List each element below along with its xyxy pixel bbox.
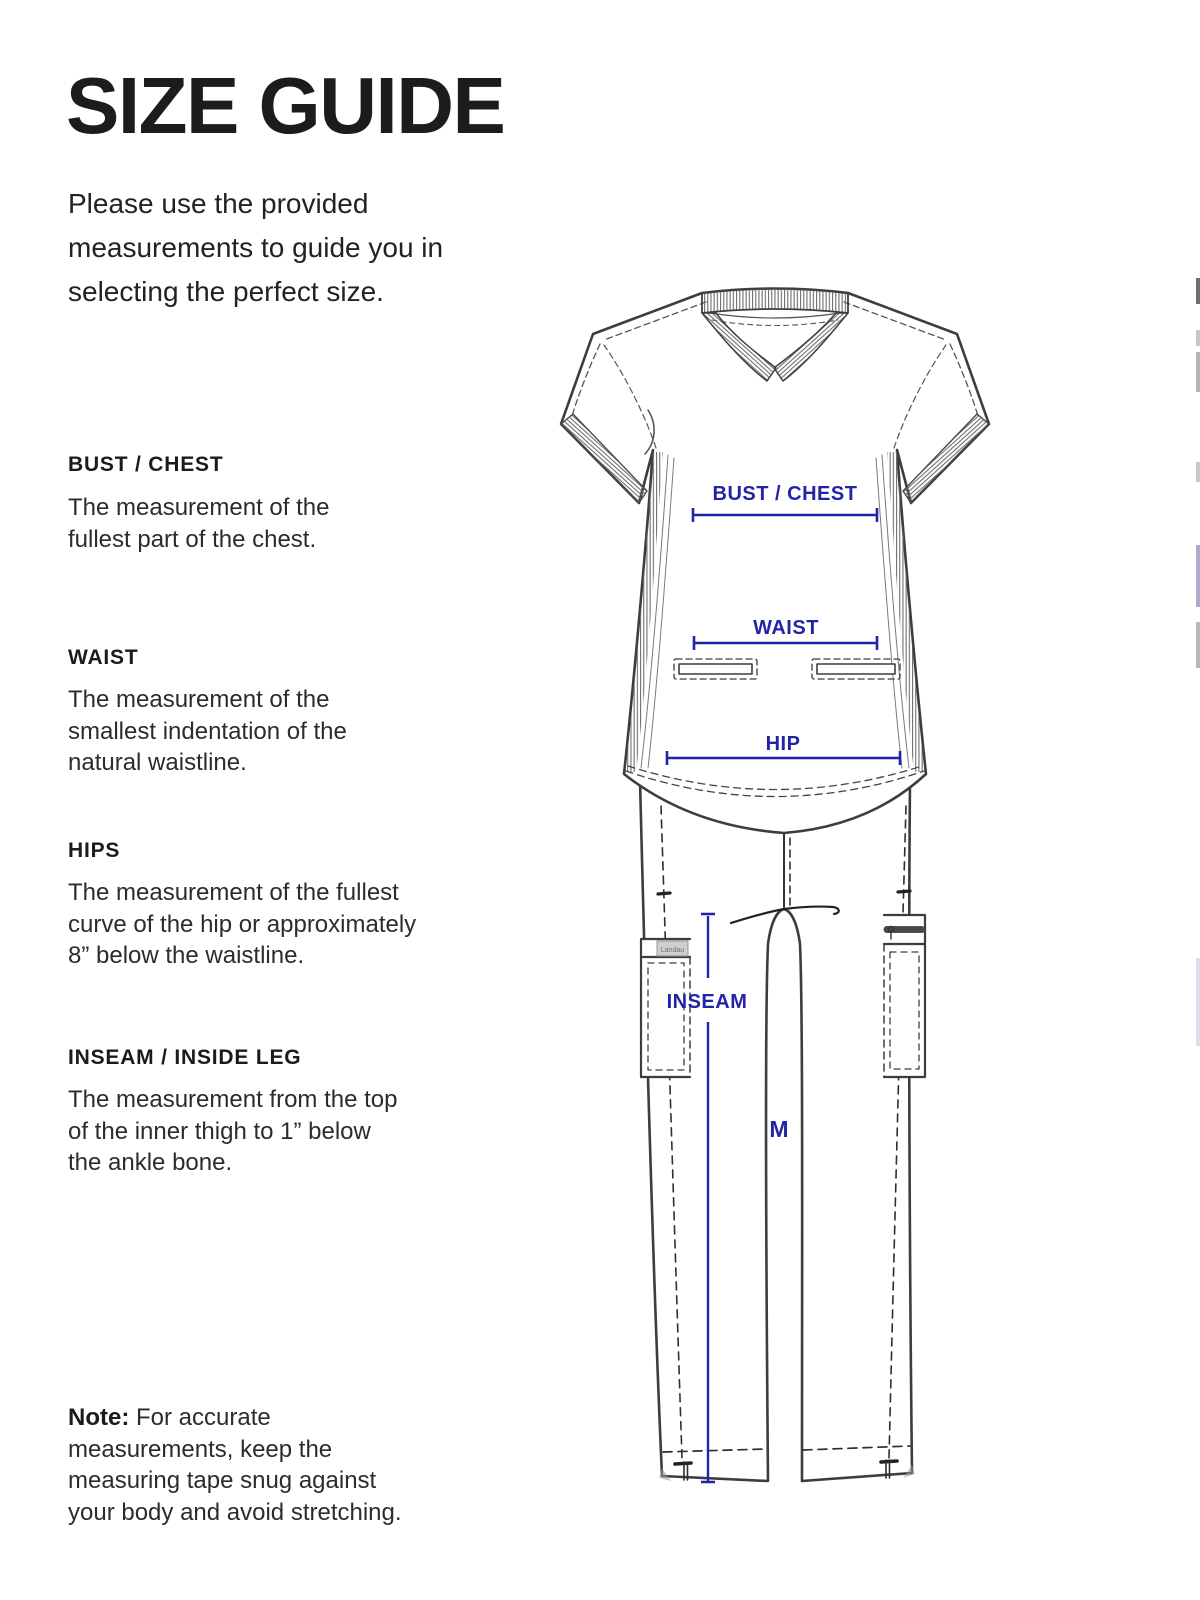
body-line: The measurement from the top [68, 1086, 398, 1113]
section-heading-hips: HIPS [68, 839, 121, 862]
size-diagram [520, 270, 1020, 1520]
size-m-label: M [769, 1116, 789, 1142]
clipped-edge-artifact [1196, 278, 1200, 304]
clipped-edge-artifact [1196, 958, 1200, 1046]
intro-line: selecting the perfect size. [68, 276, 384, 307]
clipped-edge-artifact [1196, 622, 1200, 668]
note-line: For accurate [136, 1404, 271, 1431]
waist-label: WAIST [753, 617, 819, 639]
clipped-edge-artifact [1196, 462, 1200, 482]
section-heading-waist: WAIST [68, 646, 139, 669]
body-line: curve of the hip or approximately [68, 910, 417, 938]
section-body-bust-chest [68, 492, 329, 555]
note-line: your body and avoid stretching. [68, 1498, 402, 1526]
body-line: The measurement of the [68, 494, 330, 521]
note-paragraph [68, 1402, 402, 1528]
body-line: natural waistline. [68, 749, 247, 776]
intro-paragraph [68, 182, 538, 314]
section-body-inseam [68, 1084, 397, 1179]
body-line: of the inner thigh to 1” below [68, 1117, 371, 1145]
intro-line: Please use the provided [68, 188, 369, 219]
clipped-edge-artifact [1196, 545, 1200, 607]
right-cargo-pocket [884, 915, 925, 1077]
section-heading-bust-chest: BUST / CHEST [68, 453, 224, 476]
note-line: measurements, keep the [68, 1435, 333, 1463]
body-line: The measurement of the fullest [68, 879, 399, 906]
collar-band [702, 289, 848, 314]
section-body-waist [68, 684, 347, 779]
inseam-label: INSEAM [666, 991, 748, 1013]
body-line: smallest indentation of the [68, 717, 347, 745]
body-line: The measurement of the [68, 686, 330, 713]
page-title: SIZE GUIDE [66, 61, 505, 150]
hip-label: HIP [765, 733, 801, 755]
intro-line: measurements to guide you in [68, 232, 444, 263]
clipped-edge-artifact [1196, 352, 1200, 392]
brand-tag-text: Landau [660, 947, 685, 954]
body-line: 8” below the waistline. [68, 942, 305, 969]
note-line: measuring tape snug against [68, 1467, 377, 1494]
section-heading-inseam: INSEAM / INSIDE LEG [68, 1046, 302, 1069]
clipped-edge-artifact [1196, 330, 1200, 346]
note-label: Note: [68, 1404, 130, 1431]
bust-label: BUST / CHEST [712, 483, 858, 505]
note-line-first [68, 1402, 402, 1434]
section-body-hips [68, 877, 416, 972]
body-line: fullest part of the chest. [68, 525, 317, 553]
body-line: the ankle bone. [68, 1149, 233, 1176]
